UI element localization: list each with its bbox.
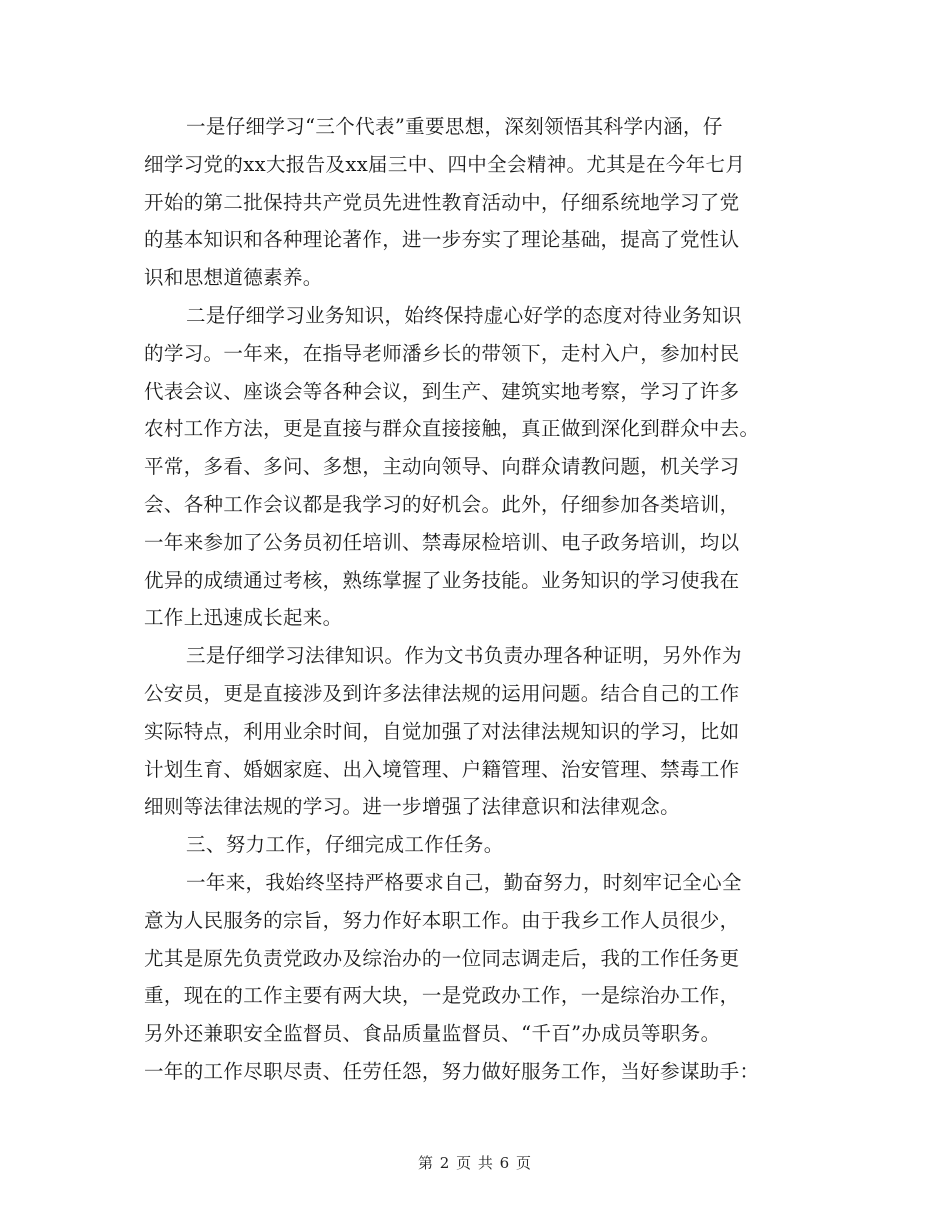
text-line: 一年来参加了公务员初任培训、禁毒尿检培训、电子政务培训，均以 — [144, 530, 740, 554]
text-line: 一年的工作尽职尽责、任劳任怨，努力做好服务工作，当好参谋助手： — [144, 1059, 760, 1083]
text-line: 农村工作方法，更是直接与群众直接接触，真正做到深化到群众中去。 — [144, 417, 760, 441]
text-line: 一年来，我始终坚持严格要求自己，勤奋努力，时刻牢记全心全 — [186, 870, 742, 894]
text-line: 细学习党的xx大报告及xx届三中、四中全会精神。尤其是在今年七月 — [144, 152, 746, 176]
text-line: 代表会议、座谈会等各种会议，到生产、建筑实地考察，学习了许多 — [144, 379, 740, 403]
text-line: 识和思想道德素养。 — [144, 266, 323, 290]
text-line: 一是仔细学习“三个代表”重要思想，深刻领悟其科学内涵，仔 — [186, 115, 723, 138]
text-line: 细则等法律法规的学习。进一步增强了法律意识和法律观念。 — [144, 795, 680, 819]
text-line: 三是仔细学习法律知识。作为文书负责办理各种证明，另外作为 — [186, 644, 742, 668]
text-line: 另外还兼职安全监督员、食品质量监督员、“千百”办成员等职务。 — [144, 1022, 721, 1046]
text-line: 意为人民服务的宗旨，努力作好本职工作。由于我乡工作人员很少， — [144, 908, 740, 932]
text-line: 的学习。一年来，在指导老师潘乡长的带领下，走村入户，参加村民 — [144, 341, 740, 365]
page-footer — [0, 1153, 950, 1173]
text-line: 的基本知识和各种理论著作，进一步夯实了理论基础，提高了党性认 — [144, 228, 740, 252]
text-line: 实际特点，利用业余时间，自觉加强了对法律法规知识的学习，比如 — [144, 719, 740, 743]
text-line: 重，现在的工作主要有两大块，一是党政办工作，一是综治办工作， — [144, 984, 740, 1008]
section-heading: 三、努力工作，仔细完成工作任务。 — [186, 833, 504, 857]
text-line: 二是仔细学习业务知识，始终保持虚心好学的态度对待业务知识 — [186, 303, 742, 327]
document-body — [144, 108, 808, 1091]
text-line: 开始的第二批保持共产党员先进性教育活动中，仔细系统地学习了党 — [144, 190, 740, 214]
text-line: 尤其是原先负责党政办及综治办的一位同志调走后，我的工作任务更 — [144, 946, 740, 970]
text-line: 优异的成绩通过考核，熟练掌握了业务技能。业务知识的学习使我在 — [144, 568, 740, 592]
text-line: 平常，多看、多问、多想，主动向领导、向群众请教问题，机关学习 — [144, 455, 740, 479]
text-line: 公安员，更是直接涉及到许多法律法规的运用问题。结合自己的工作 — [144, 681, 740, 705]
text-line: 工作上迅速成长起来。 — [144, 606, 343, 630]
text-line: 计划生育、婚姻家庭、出入境管理、户籍管理、治安管理、禁毒工作 — [144, 757, 740, 781]
text-line: 会、各种工作会议都是我学习的好机会。此外，仔细参加各类培训， — [144, 492, 740, 516]
page-number: 第 2 页 共 6 页 — [418, 1154, 532, 1172]
